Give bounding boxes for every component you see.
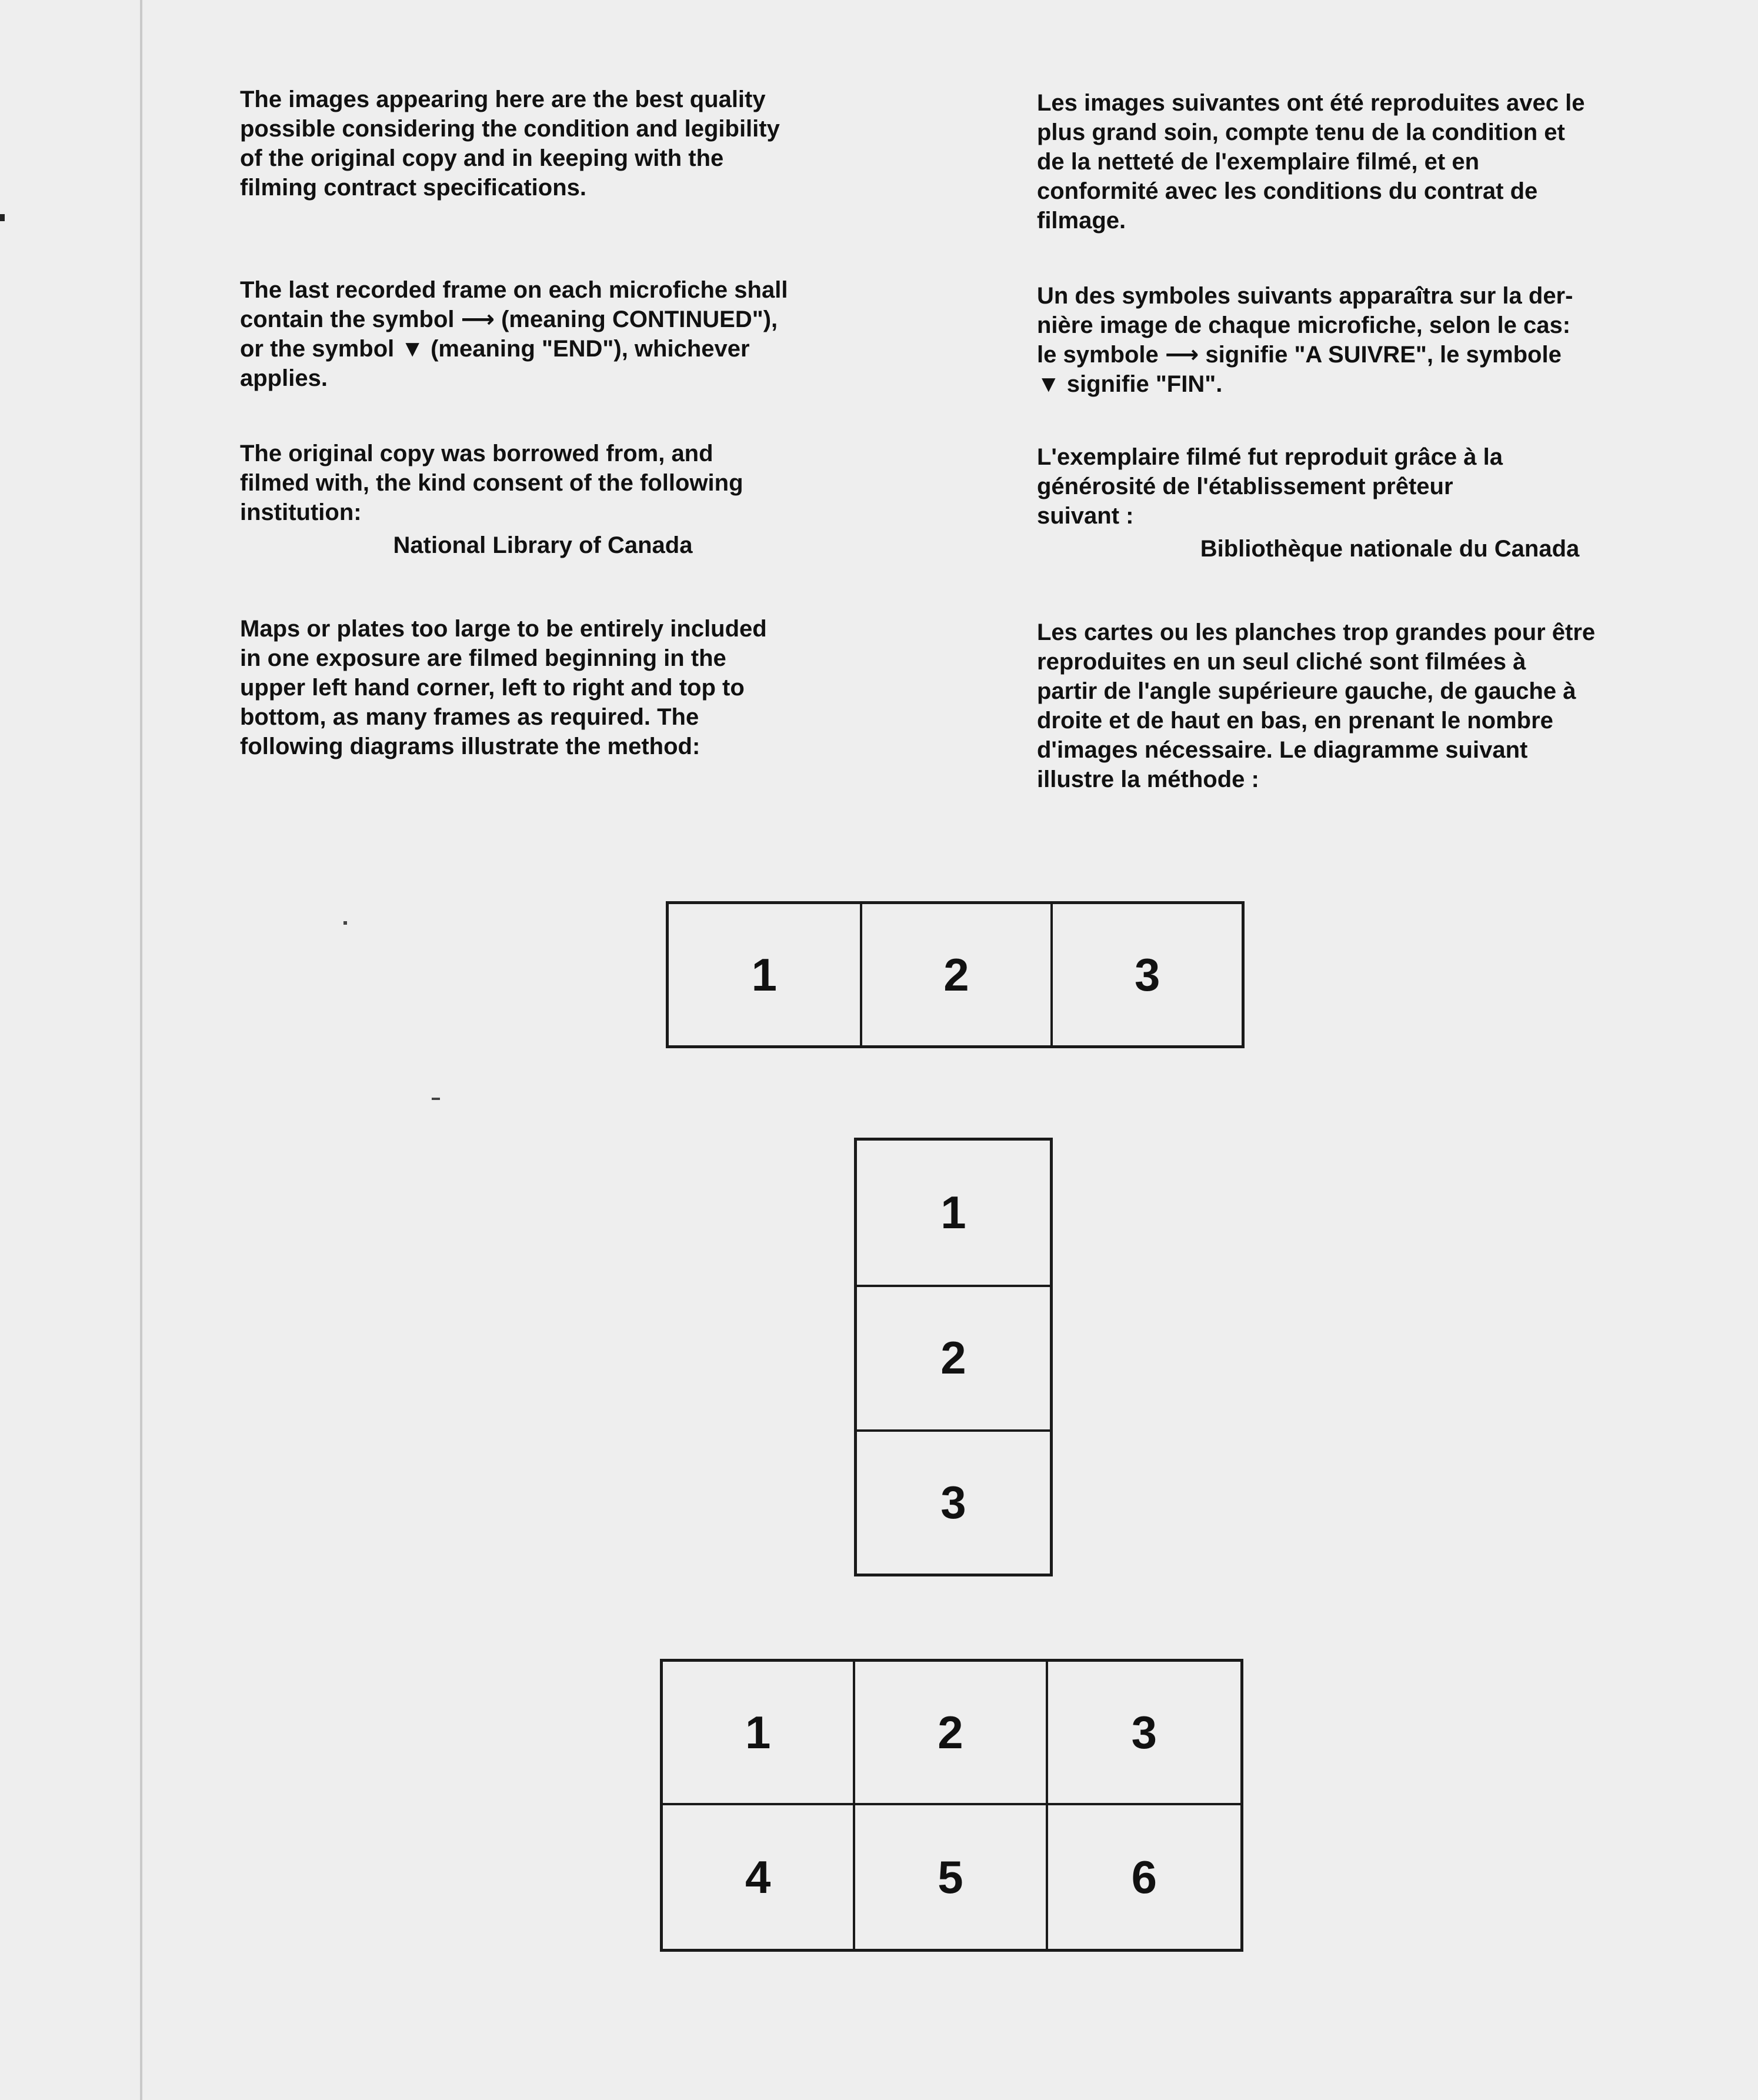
french-institution-name: Bibliothèque nationale du Canada (1200, 536, 1580, 562)
scan-speck (343, 921, 347, 925)
frame-cell: 1 (940, 1186, 966, 1239)
french-paragraph-symbols: Un des symboles suivants apparaîtra sur la der- nière image de chaque microfiche, selon le cas: le symbole ⟶ signifie "A SUIVRE", le symbole ▼ signifie "FIN". (1037, 283, 1573, 397)
frame-cell: 2 (857, 1285, 1050, 1429)
french-paragraph-method: Les cartes ou les planches trop grandes pour être reproduites en un seul cliché sont filmées à partir de l'angle supérieure gauche, de gauche à droite et de haut en bas, en prenant le nombre d'images nécessaire. Le diagramme suivant illustre la méthode : (1037, 619, 1596, 792)
margin-mark (0, 214, 5, 221)
diagram-grid-of-six (660, 1659, 1243, 1952)
scan-speck (432, 1098, 440, 1100)
frame-cell: 2 (855, 1662, 1048, 1805)
english-paragraph-quality: The images appearing here are the best quality possible considering the condition and legibility of the original copy and in keeping with the filming contract specifications. (240, 86, 780, 201)
frame-cell: 5 (855, 1805, 1048, 1949)
frame-cell: 3 (857, 1429, 1050, 1574)
left-margin-line (140, 0, 142, 2100)
frame-cell: 3 (1048, 1662, 1240, 1805)
frame-cell: 4 (663, 1805, 855, 1949)
frame-cell: 2 (860, 904, 1051, 1045)
french-paragraph-source: L'exemplaire filmé fut reproduit grâce à la générosité de l'établissement prêteur suivant : (1037, 444, 1503, 529)
frame-cell: 1 (663, 1662, 855, 1805)
frame-cell: 6 (1131, 1851, 1157, 1903)
english-institution-name: National Library of Canada (393, 532, 693, 558)
frame-cell: 3 (1050, 904, 1242, 1045)
diagram-column-of-three (854, 1138, 1053, 1576)
english-paragraph-source: The original copy was borrowed from, and filmed with, the kind consent of the following institution: (240, 441, 743, 525)
diagram-row-of-three (666, 901, 1245, 1048)
english-paragraph-symbols: The last recorded frame on each microfiche shall contain the symbol ⟶ (meaning CONTINUED"), or the symbol ▼ (meaning "END"), whichever applies. (240, 277, 788, 391)
frame-cell: 1 (751, 948, 778, 1001)
french-paragraph-quality: Les images suivantes ont été reproduites avec le plus grand soin, compte tenu de la condition et de la netteté de l'exemplaire filmé, et en conformité avec les conditions du contrat de filmage. (1037, 90, 1585, 234)
english-paragraph-method: Maps or plates too large to be entirely included in one exposure are filmed beginning in the upper left hand corner, left to right and top to bottom, as many frames as required. The following diagrams illustrate the method: (240, 616, 767, 759)
